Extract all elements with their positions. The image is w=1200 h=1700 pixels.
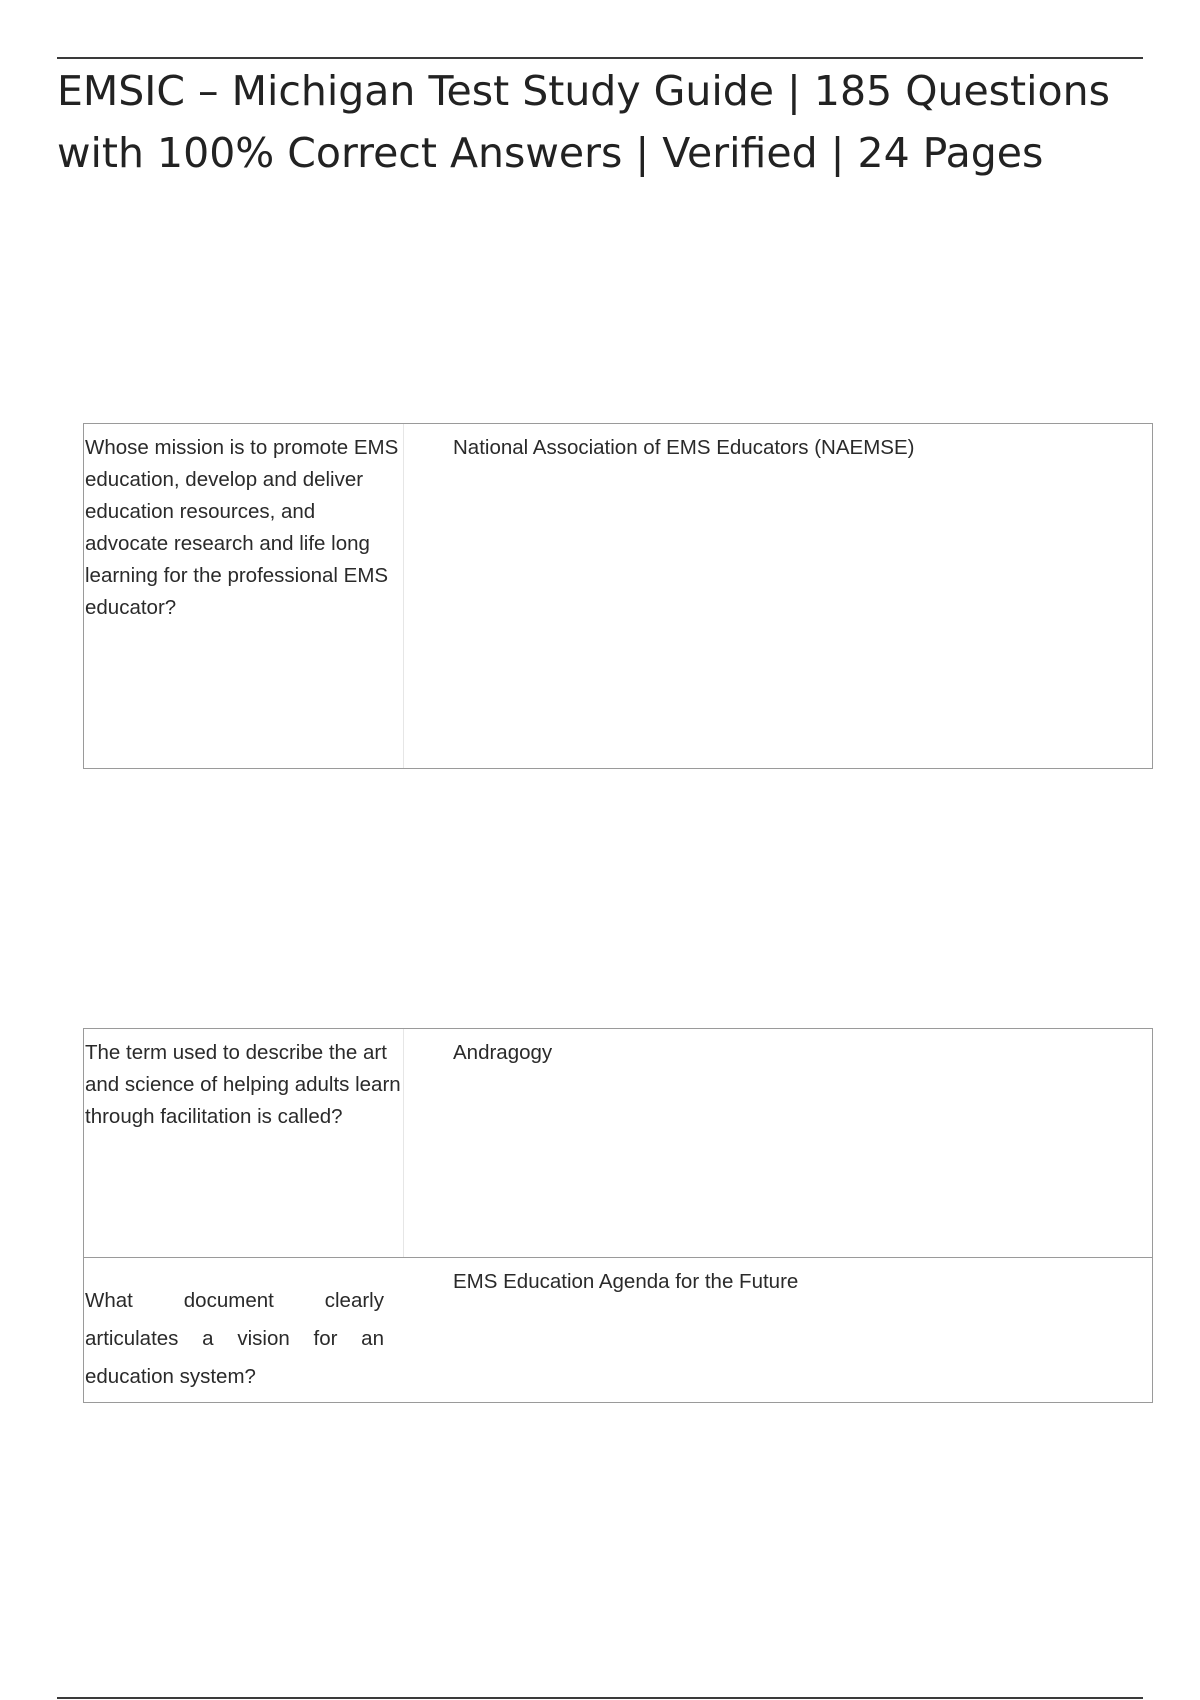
qa-row	[84, 424, 1152, 768]
qa-table	[83, 423, 1153, 769]
answer-cell: Andragogy	[453, 1041, 553, 1064]
qa-row	[84, 1029, 1152, 1257]
question-cell: Whose mission is to promote EMS education, develop and deliver education resources, and advocate research and life long learning for the professional EMS educator?	[84, 424, 404, 768]
document-title: EMSIC – Michigan Test Study Guide | 185 Questions with 100% Correct Answers | Verified | 24 Pages	[57, 67, 1110, 177]
top-rule	[57, 57, 1143, 59]
bottom-rule	[57, 1697, 1143, 1699]
answer-cell: EMS Education Agenda for the Future	[453, 1270, 799, 1293]
question-cell: What document clearly articulates a vision for an education system?	[85, 1289, 384, 1388]
qa-table	[83, 1028, 1153, 1403]
qa-row	[84, 1257, 1152, 1402]
question-cell: The term used to describe the art and science of helping adults learn through facilitation is called?	[84, 1029, 404, 1257]
answer-cell: National Association of EMS Educators (NAEMSE)	[453, 436, 915, 459]
